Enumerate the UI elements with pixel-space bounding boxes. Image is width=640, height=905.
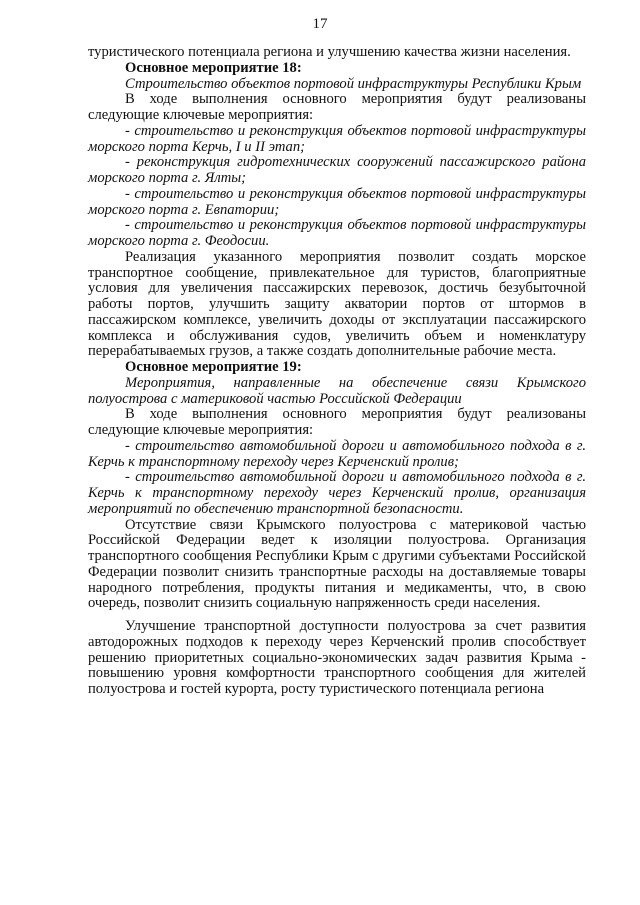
page-body (88, 45, 586, 698)
paragraph: Отсутствие связи Крымского полуострова с материковой частью Российской Федерации ведет к изоляции полуострова. Организация транспортного сообщения Республики Крым с другими субъектами Российской Федерации позволит снизить транспортные расходы на доставляемые товары народного потребления, продукты питания и медикаменты, что, в свою очередь, позволит снизить социальную напряженность среди населения. (88, 516, 586, 612)
paragraph: туристического потенциала региона и улучшению качества жизни населения. (88, 44, 571, 60)
list-item: - строительство и реконструкция объектов портовой инфраструктуры морского порта г. Евпатории; (88, 185, 586, 218)
page-number: 17 (312, 16, 328, 32)
list-item: - строительство и реконструкция объектов портовой инфраструктуры морского порта г. Феодосии. (88, 217, 586, 249)
list-item: - реконструкция гидротехнических сооружений пассажирского района морского порта г. Ялты; (88, 154, 586, 186)
paragraph: В ходе выполнения основного мероприятия будут реализованы следующие ключевые мероприятия: (88, 91, 586, 123)
paragraph: Улучшение транспортной доступности полуострова за счет развития автодорожных подходов к переходу через Керченский пролив способствует решению приоритетных социально-экономических задач развития Крыма - повышению уровня комфортности транспортного сообщения для жителей полуострова и гостей курорта, росту туристического потенциала региона (88, 618, 586, 697)
section-heading: Основное мероприятие 19: (125, 359, 302, 375)
section-title: Мероприятия, направленные на обеспечение связи Крымского полуострова с материковой частью Российской Федерации (88, 374, 586, 407)
paragraph: В ходе выполнения основного мероприятия будут реализованы следующие ключевые мероприятия: (88, 406, 586, 438)
section-title: Строительство объектов портовой инфраструктуры Республики Крым (125, 75, 582, 92)
list-item: - строительство автомобильной дороги и автомобильного подхода в г. Керчь к транспортному переходу через Керченский пролив; (88, 437, 586, 470)
list-item: - строительство автомобильной дороги и автомобильного подхода в г. Керчь к транспортному переходу через Керченский пролив, организация мероприятий по обеспечению транспортной безопасности. (88, 469, 586, 517)
list-item: - строительство и реконструкция объектов портовой инфраструктуры морского порта Керчь, I и II этап; (88, 122, 586, 155)
section-heading: Основное мероприятие 18: (125, 59, 302, 76)
paragraph: Реализация указанного мероприятия позволит создать морское транспортное сообщение, привлекательное для туристов, благоприятные условия для увеличения пассажирских перевозок, достичь безубыточной работы портов, улучшить защиту акватории портов от штормов в пассажирском комплексе, увеличить доходы от эксплуатации пассажирского комплекса и обслуживания судов, увеличить объем и номенклатуру перерабатываемых грузов, а также создать дополнительные рабочие места. (88, 248, 586, 360)
